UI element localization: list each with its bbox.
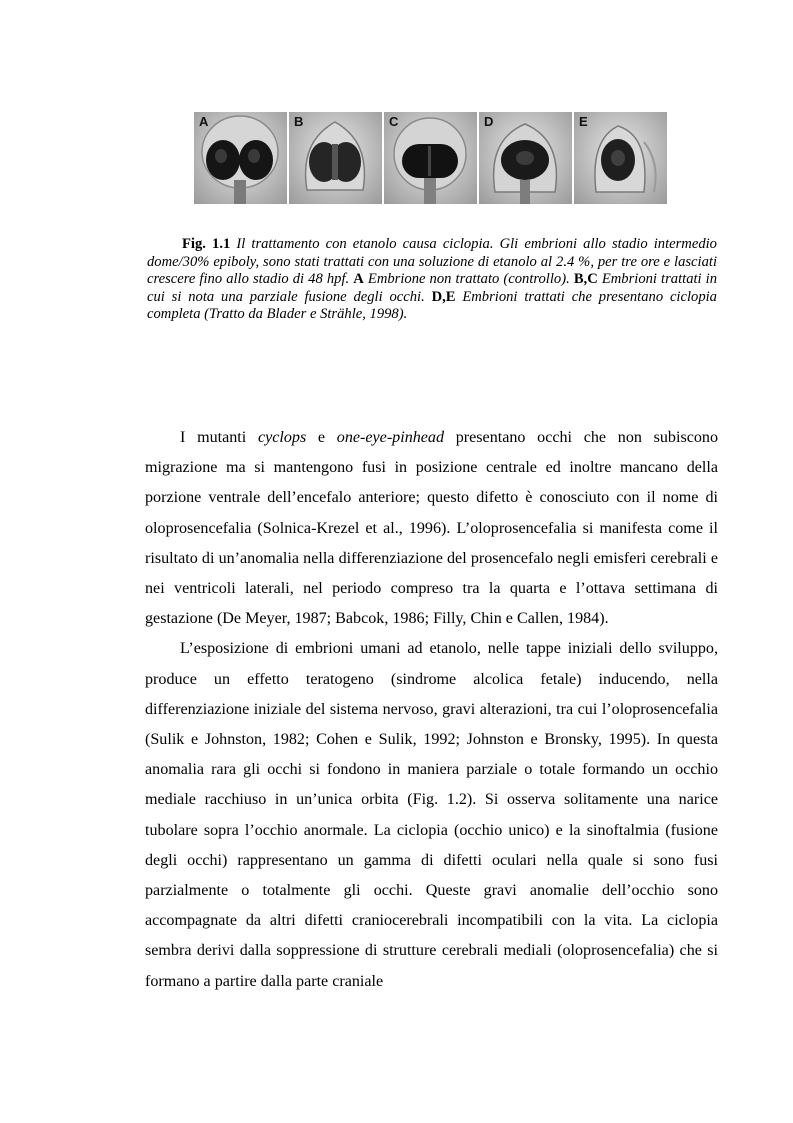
caption-de-text: Embrioni trattati che presentano ciclopia completa (Tratto da Blader e Strähle, 1998). <box>147 288 717 322</box>
body-text <box>145 423 718 997</box>
paragraph-2: L’esposizione di embrioni umani ad etanolo, nelle tappe iniziali dello sviluppo, produce un effetto teratogeno (sindrome alcolica fetale) inducendo, nella differenziazione iniziale del sistema nervoso, gravi alterazioni, tra cui l’oloprosencefalia (Sulik e Johnston, 1982; Cohen e Sulik, 1992; Johnston e Bronsky, 1995). In questa anomalia rara gli occhi si fondono in maniera parziale o totale formando un occhio mediale racchiuso in un’unica orbita (Fig. 1.2). Si osserva solitamente una narice tubolare sopra l’occhio anormale. La ciclopia (occhio unico) e la sinoftalmia (fusione degli occhi) rappresentano un gamma di difetti oculari nella quale si sono fusi parzialmente o totalmente gli occhi. Queste gravi anomalie dell’occhio sono accompagnate da altri difetti craniocerebrali incompatibili con la vita. La ciclopia sembra derivi dalla soppressione di strutture cerebrali mediali (oloprosencefalia) che si formano a partire dalla parte craniale <box>145 640 718 990</box>
figure-panel-e <box>574 112 667 204</box>
caption-a-text: Embrione non trattato (controllo). <box>367 271 570 287</box>
caption-bc-text: Embrioni trattati in cui si nota una parziale fusione degli occhi. <box>147 271 718 305</box>
paragraph-1-conj: e <box>306 429 337 446</box>
caption-bc-label: B,C <box>573 271 598 287</box>
panel-letter: A <box>199 114 209 129</box>
caption-label: Fig. 1.1 <box>182 236 231 252</box>
panel-letter: C <box>389 114 399 129</box>
caption-de-label: D,E <box>431 288 456 305</box>
paragraph-1 <box>145 423 718 634</box>
figure-caption <box>147 236 717 324</box>
figure-strip <box>194 112 667 204</box>
paragraph-1-start: I mutanti <box>180 429 258 446</box>
caption-title: Il trattamento con etanolo causa ciclopia. Gli embrioni allo stadio intermedio dome/30% epiboly, sono stati trattati con una soluzione di etanolo al 2.4 %, per tre ore e lasciati crescere fino allo stadio di 48 hpf. <box>147 236 717 287</box>
figure-panel-b <box>289 112 382 204</box>
figure-panel-a <box>194 112 287 204</box>
term-one-eye-pinhead: one-eye-pinhead <box>336 429 445 446</box>
panel-letter: E <box>579 114 588 129</box>
panel-letter: D <box>484 114 494 129</box>
paragraph-1-rest: presentano occhi che non subiscono migrazione ma si mantengono fusi in posizione centrale ed inoltre mancano della porzione ventrale dell’encefalo anteriore; questo difetto è conosciuto con il nome di oloprosencefalia (Solnica-Krezel et al., 1996). L’oloprosencefalia si manifesta come il risultato di un’anomalia nella differenziazione del prosencefalo negli emisferi cerebrali e nei ventricoli laterali, nel periodo compreso tra la quarta e l’ottava settimana di gestazione (De Meyer, 1987; Babcok, 1986; Filly, Chin e Callen, 1984). <box>145 429 718 628</box>
figure-panel-c <box>384 112 477 204</box>
term-cyclops: cyclops <box>257 429 307 446</box>
panel-letter: B <box>294 114 304 129</box>
figure-panel-d <box>479 112 572 204</box>
caption-a-label: A <box>353 271 364 287</box>
